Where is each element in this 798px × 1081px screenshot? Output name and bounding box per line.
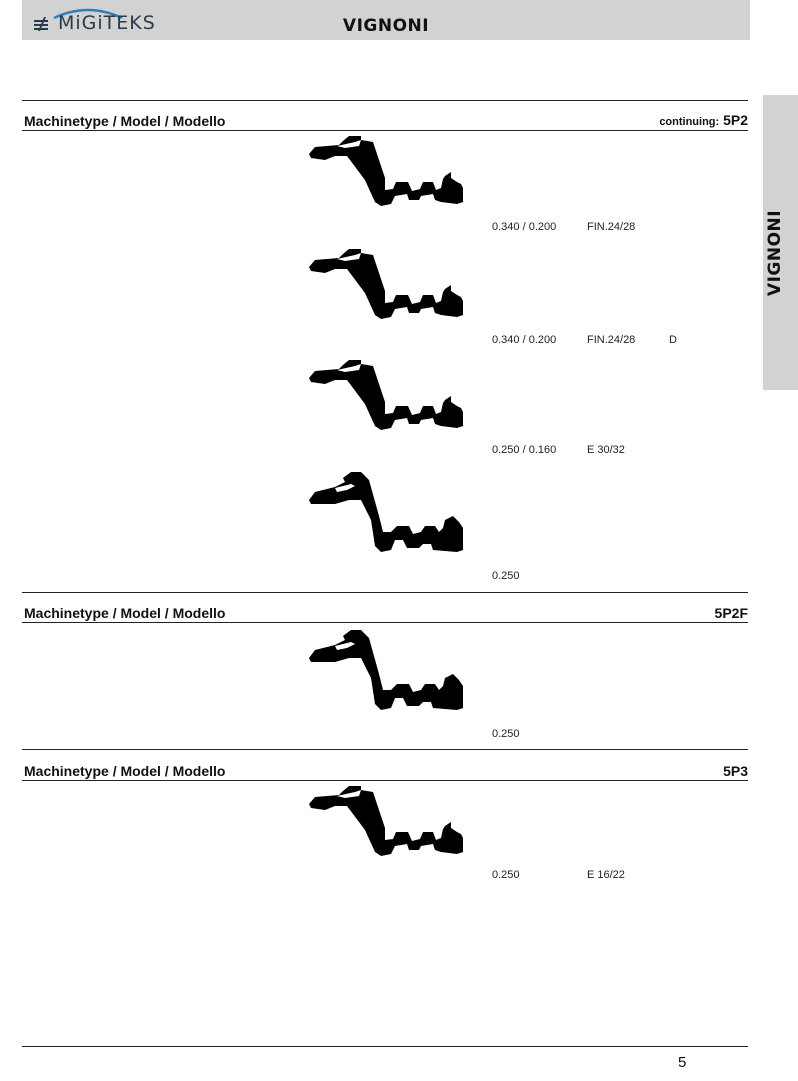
section-model-continuing [659, 112, 748, 128]
gauge-value: 0.250 / 0.160 [492, 444, 557, 456]
model-code: 5P2F [714, 605, 748, 621]
footer-rule [22, 1046, 748, 1047]
profile-drawing [305, 628, 465, 712]
side-tab [763, 95, 798, 390]
gauge-value: 0.340 / 0.200 [492, 221, 557, 233]
page-number: 5 [678, 1054, 687, 1071]
gauge-value: 0.250 [492, 728, 520, 740]
section-header-rule [22, 622, 748, 623]
profile-drawing [305, 134, 465, 208]
profile-drawing [305, 784, 465, 858]
profile-drawing [305, 358, 465, 432]
profile-variant: D [669, 334, 677, 346]
side-tab-label: VIGNONI [765, 209, 785, 297]
profile-drawing [305, 470, 465, 554]
profile-code: E 30/32 [587, 444, 625, 456]
gauge-value: 0.250 [492, 869, 520, 881]
section-label: Machinetype / Model / Modello [24, 113, 226, 129]
gauge-value: 0.250 [492, 570, 520, 582]
model-code: 5P2 [723, 112, 748, 128]
section-label: Machinetype / Model / Modello [24, 605, 226, 621]
logo-text: MiGiTEKS [58, 12, 156, 34]
model-code: 5P3 [723, 763, 748, 779]
profile-drawing [305, 247, 465, 321]
page-header-title: VIGNONI [342, 16, 430, 36]
header-bar [22, 0, 750, 40]
profile-code: E 16/22 [587, 869, 625, 881]
gauge-value: 0.340 / 0.200 [492, 334, 557, 346]
section-header-rule [22, 780, 748, 781]
section-header-rule [22, 130, 748, 131]
section-top-rule [22, 592, 748, 593]
section-top-rule [22, 100, 748, 101]
continuing-label: continuing: [659, 116, 720, 128]
section-top-rule [22, 749, 748, 750]
section-label: Machinetype / Model / Modello [24, 763, 226, 779]
profile-code: FIN.24/28 [587, 334, 636, 346]
profile-code: FIN.24/28 [587, 221, 636, 233]
